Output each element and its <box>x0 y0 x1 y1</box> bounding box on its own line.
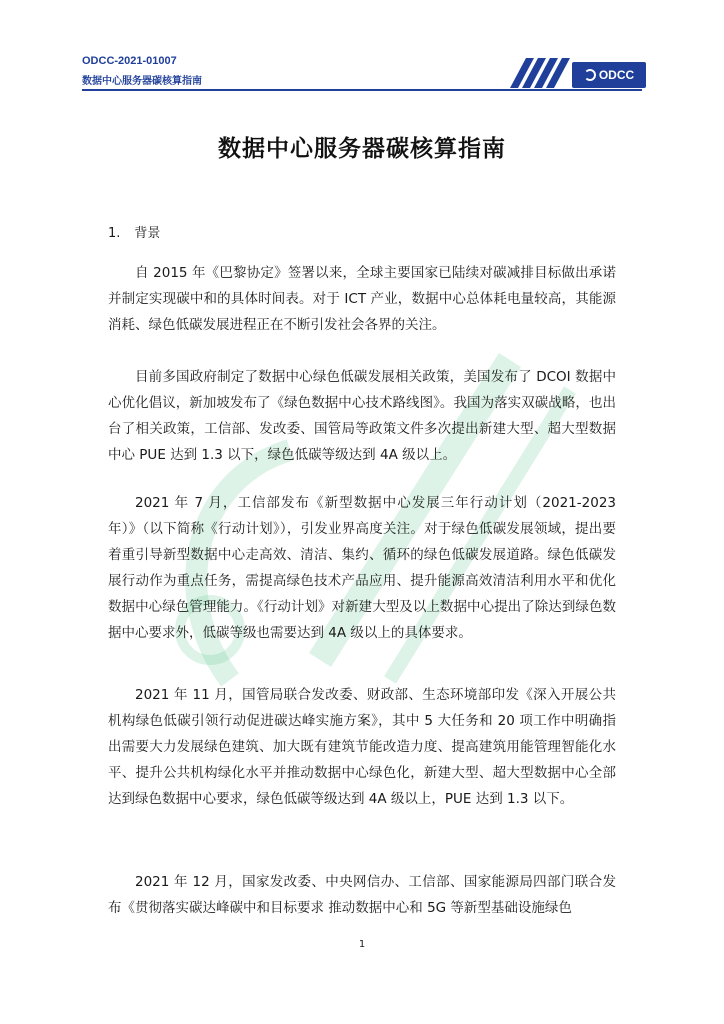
header-stripes <box>500 58 570 88</box>
document-code: ODCC-2021-01007 <box>82 55 177 67</box>
header-rule <box>82 89 642 91</box>
paragraph: 自 2015 年《巴黎协定》签署以来，全球主要国家已陆续对碳减排目标做出承诺并制定实现碳中和的具体时间表。对于 ICT 产业，数据中心总体耗电量较高，其能源消耗、绿色低碳发展进程正在不断引发社会各界的关注。 <box>108 265 616 333</box>
logo-ring-icon <box>584 69 596 81</box>
paragraph: 2021 年 7 月，工信部发布《新型数据中心发展三年行动计划（2021-2023 年）》（以下简称《行动计划》），引发业界高度关注。对于绿色低碳发展领域，提出要着重引导新型数据中心走高效、清洁、集约、循环的绿色低碳发展道路。绿色低碳发展行动作为重点任务，需提高绿色技术产品应用、提升能源高效清洁利用水平和优化数据中心绿色管理能力。《行动计划》对新建大型及以上数据中心提出了除达到绿色数据中心要求外，低碳等级也需要达到 4A 级以上的具体要求。 <box>108 495 616 641</box>
logo-text: ODCC <box>598 68 635 82</box>
paragraph: 2021 年 11 月，国管局联合发改委、财政部、生态环境部印发《深入开展公共机构绿色低碳引领行动促进碳达峰实施方案》，其中 5 大任务和 20 项工作中明确指出需要大力发展绿色建筑、加大既有建筑节能改造力度、提高建筑用能管理智能化水平、提升公共机构绿化水平并推动数据中心绿色化，新建大型、超大型数据中心全部达到绿色数据中心要求，绿色低碳等级达到 4A 级以上，PUE 达到 1.3 以下。 <box>108 687 616 807</box>
paragraph: 目前多国政府制定了数据中心绿色低碳发展相关政策，美国发布了 DCOI 数据中心优化倡议，新加坡发布了《绿色数据中心技术路线图》。我国为落实双碳战略，也出台了相关政策，工信部、发改委、国管局等政策文件多次提出新建大型、超大型数据中心 PUE 达到 1.3 以下，绿色低碳等级达到 4A 级以上。 <box>108 369 616 463</box>
page-title: 数据中心服务器碳核算指南 <box>218 136 506 162</box>
odcc-logo <box>572 62 646 88</box>
paragraph: 2021 年 12 月，国家发改委、中央网信办、工信部、国家能源局四部门联合发布《贯彻落实碳达峰碳中和目标要求 推动数据中心和 5G 等新型基础设施绿色 <box>108 874 616 916</box>
document-subtitle: 数据中心服务器碳核算指南 <box>82 76 202 87</box>
page-number: 1 <box>358 939 366 950</box>
section-heading <box>108 222 174 241</box>
section-title: 背景 <box>134 226 161 241</box>
section-number: 1. <box>108 226 121 241</box>
